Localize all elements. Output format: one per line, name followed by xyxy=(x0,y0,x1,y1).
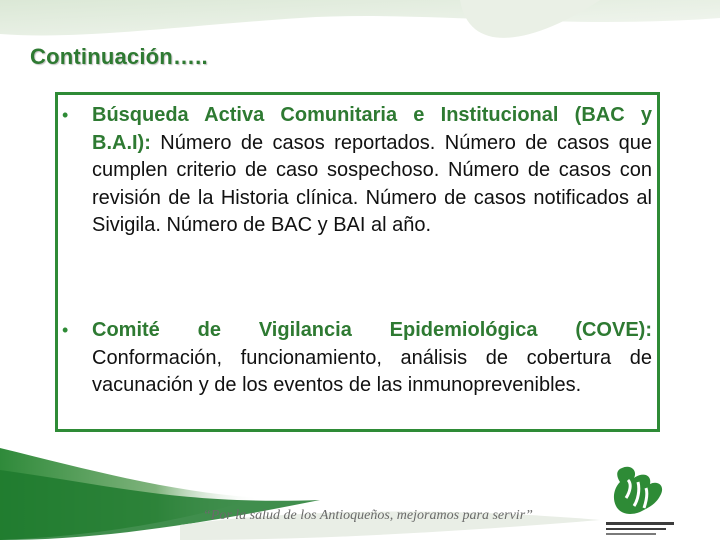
logo-caption-line xyxy=(606,528,666,530)
logo-caption-line xyxy=(606,533,656,535)
logo-caption-line xyxy=(606,522,674,525)
footer-motto: “Por la salud de los Antioqueños, mejoramos para servir” xyxy=(203,508,533,523)
bullet-icon: • xyxy=(62,320,69,340)
bullet-text xyxy=(92,317,652,400)
bullet-description: Número de casos reportados. Número de casos que cumplen criterio de caso sospechoso. Número de casos con revisión de la Historia clínica. Número de casos notificados al Sivigila. Número de BAC y BAI al año. xyxy=(92,131,652,236)
content-box xyxy=(55,92,660,432)
bullet-text xyxy=(92,102,652,240)
bullet-term: Comité de Vigilancia Epidemiológica (COVE): xyxy=(92,319,652,341)
bullet-item-bac xyxy=(62,102,652,240)
bullet-description: Conformación, funcionamiento, análisis de cobertura de vacunación y de los eventos de las inmunoprevenibles. xyxy=(92,346,652,396)
slide-title: Continuación….. xyxy=(30,44,208,69)
bullet-item-cove xyxy=(62,317,652,400)
bullet-term: Búsqueda Activa Comunitaria e Institucional (BAC y B.A.I): xyxy=(92,104,652,154)
bullet-icon: • xyxy=(62,105,69,125)
